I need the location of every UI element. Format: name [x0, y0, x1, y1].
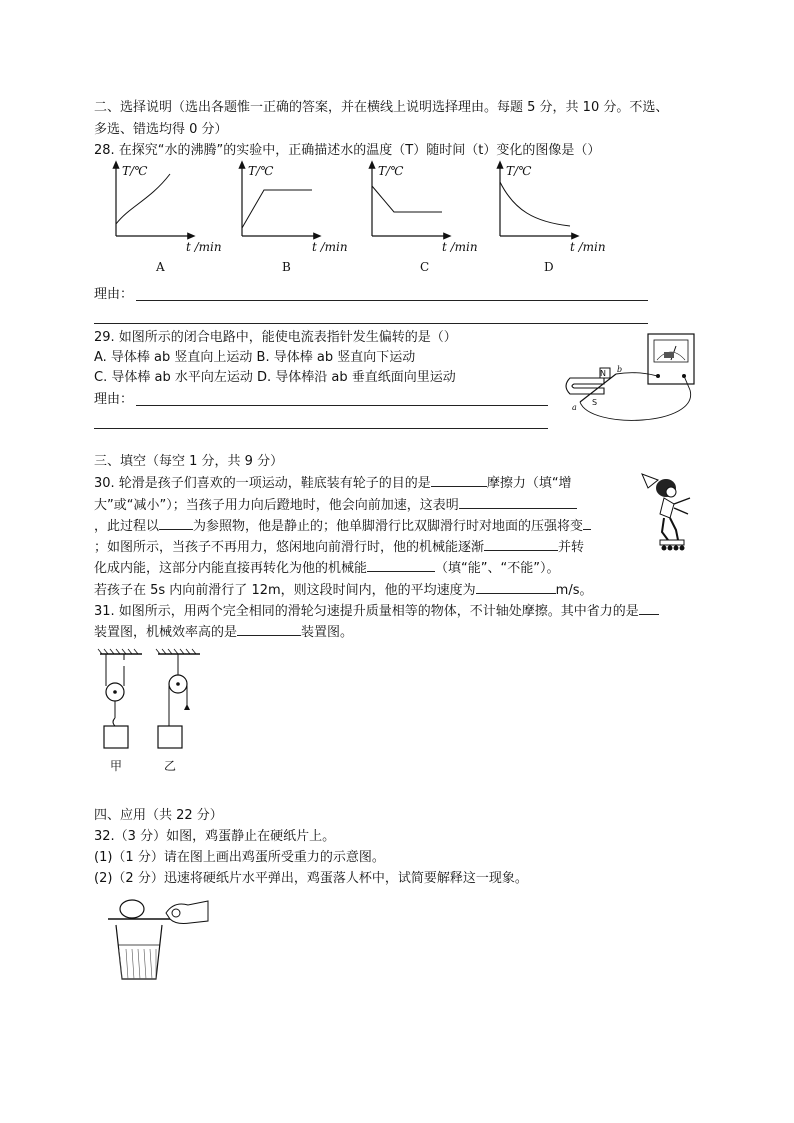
graph-d-x-label: t /min [570, 240, 606, 254]
graph-d-y-label: T/℃ [506, 164, 532, 178]
section2-heading: 二、选择说明（选出各题惟一正确的答案，并在横线上说明选择理由。每题 5 分，共 10 分。不选、 [94, 100, 669, 115]
skater-body [660, 498, 674, 518]
q30-text-4b: 并转 [558, 540, 585, 555]
graph-c-caption: C [420, 260, 430, 274]
cup-icon [116, 925, 162, 979]
graph-b [242, 164, 348, 274]
q30-line-1 [94, 472, 572, 494]
conductor-b-label: b [617, 365, 623, 374]
graph-d [500, 164, 606, 274]
q31-blank-1[interactable] [639, 600, 659, 615]
egg-icon [120, 900, 144, 918]
q30-blank-7[interactable] [476, 579, 556, 594]
q31-text-2a: 装置图，机械效率高的是 [94, 625, 238, 640]
graph-a [116, 164, 222, 274]
q32-sub-2: (2)（2 分）迅速将硬纸片水平弹出，鸡蛋落人杯中，试简要解释这一现象。 [94, 871, 528, 886]
section2-heading-cont: 多选、错选均得 0 分） [94, 122, 228, 137]
skate-icon [660, 540, 684, 545]
pulley-yi-label: 乙 [164, 759, 177, 773]
q32-egg-cup-figure [104, 895, 214, 985]
pulley-yi [158, 654, 190, 773]
q29-reason-line-1[interactable] [136, 405, 548, 406]
magnet-s-label: S [592, 398, 598, 407]
q28-reason-line-2[interactable] [94, 323, 648, 324]
q30-text-5a: 化成内能，这部分内能直接再转化为他的机械能 [94, 561, 368, 576]
graph-b-x-label: t /min [312, 240, 348, 254]
q28-graphs [90, 160, 650, 280]
q31-line-2 [94, 621, 353, 643]
q32-question: 32.（3 分）如图，鸡蛋静止在硬纸片上。 [94, 829, 336, 844]
q31-pulley-figure [98, 648, 208, 778]
q30-text-1a: 30. 轮滑是孩子们喜欢的一项运动，鞋底装有轮子的目的是 [94, 476, 431, 491]
q31-line-1 [94, 600, 659, 622]
q30-skater-figure [638, 474, 698, 554]
q30-blank-5[interactable] [484, 536, 558, 551]
q30-text-2a: 大”或“减小”）；当孩子用力向后蹬地时，他会向前加速，这表明 [94, 498, 459, 513]
q30-blank-6[interactable] [367, 557, 435, 572]
q30-line-3 [94, 515, 591, 537]
q30-blank-2[interactable] [459, 494, 577, 509]
q30-text-4a: ；如图所示，当孩子不再用力，悠闲地向前滑行时，他的机械能逐渐 [94, 540, 485, 555]
graph-a-caption: A [156, 260, 165, 274]
graph-b-caption: B [282, 260, 291, 274]
q30-text-6b: m/s。 [555, 583, 593, 598]
section4-heading: 四、应用（共 22 分） [94, 808, 223, 823]
q29-options-1: A. 导体棒 ab 竖直向上运动 B. 导体棒 ab 竖直向下运动 [94, 350, 416, 365]
pulley-jia [104, 654, 128, 773]
section3-heading: 三、填空（每空 1 分，共 9 分） [94, 454, 284, 469]
q30-text-5b: （填“能”、“不能”）。 [435, 561, 560, 576]
q32-sub-1: (1)（1 分）请在图上画出鸡蛋所受重力的示意图。 [94, 850, 385, 865]
q30-line-2 [94, 494, 577, 516]
q30-text-6a: 若孩子在 5s 内向前滑行了 12m，则这段时间内，他的平均速度为 [94, 583, 476, 598]
conductor-a-label: a [572, 403, 577, 412]
q31-blank-2[interactable] [237, 621, 301, 636]
graph-c-x-label: t /min [442, 240, 478, 254]
q30-line-6 [94, 579, 592, 601]
magnet-icon [566, 378, 604, 394]
q29-reason-label: 理由： [94, 392, 134, 407]
q28-reason-line-1[interactable] [136, 300, 648, 301]
q29-options-2: C. 导体棒 ab 水平向左运动 D. 导体棒沿 ab 垂直纸面向里运动 [94, 370, 456, 385]
q29-reason-line-2[interactable] [94, 428, 548, 429]
graph-a-x-label: t /min [186, 240, 222, 254]
graph-c [372, 164, 478, 274]
q30-blank-1[interactable] [431, 472, 487, 487]
graph-c-y-label: T/℃ [378, 164, 404, 178]
q29-question: 29. 如图所示的闭合电路中，能使电流表指针发生偏转的是（） [94, 330, 457, 345]
q28-reason-label: 理由： [94, 287, 134, 302]
graph-a-y-label: T/℃ [122, 164, 148, 178]
q30-text-1b: 摩擦力（填“增 [486, 476, 572, 491]
q31-text-1: 31. 如图所示，用两个完全相同的滑轮匀速提升质量相等的物体，不计轴处摩擦。其中省力的是 [94, 604, 639, 619]
q30-line-5 [94, 557, 559, 579]
q29-circuit-figure [560, 330, 710, 430]
graph-d-caption: D [544, 260, 554, 274]
pulley-jia-label: 甲 [110, 759, 123, 773]
q30-blank-3[interactable] [159, 515, 193, 530]
q30-text-3a: ，此过程以 [94, 519, 160, 534]
q30-text-3b: 为参照物，他是静止的；他单脚滑行比双脚滑行时对地面的压强将变 [193, 519, 584, 534]
graph-b-y-label: T/℃ [248, 164, 274, 178]
magnet-n-label: N [600, 369, 606, 378]
q28-question: 28. 在探究“水的沸腾”的实验中，正确描述水的温度（T）随时间（t）变化的图像是（） [94, 143, 601, 158]
q30-line-4 [94, 536, 584, 558]
q30-blank-4[interactable] [583, 515, 591, 530]
q31-text-2b: 装置图。 [301, 625, 354, 640]
